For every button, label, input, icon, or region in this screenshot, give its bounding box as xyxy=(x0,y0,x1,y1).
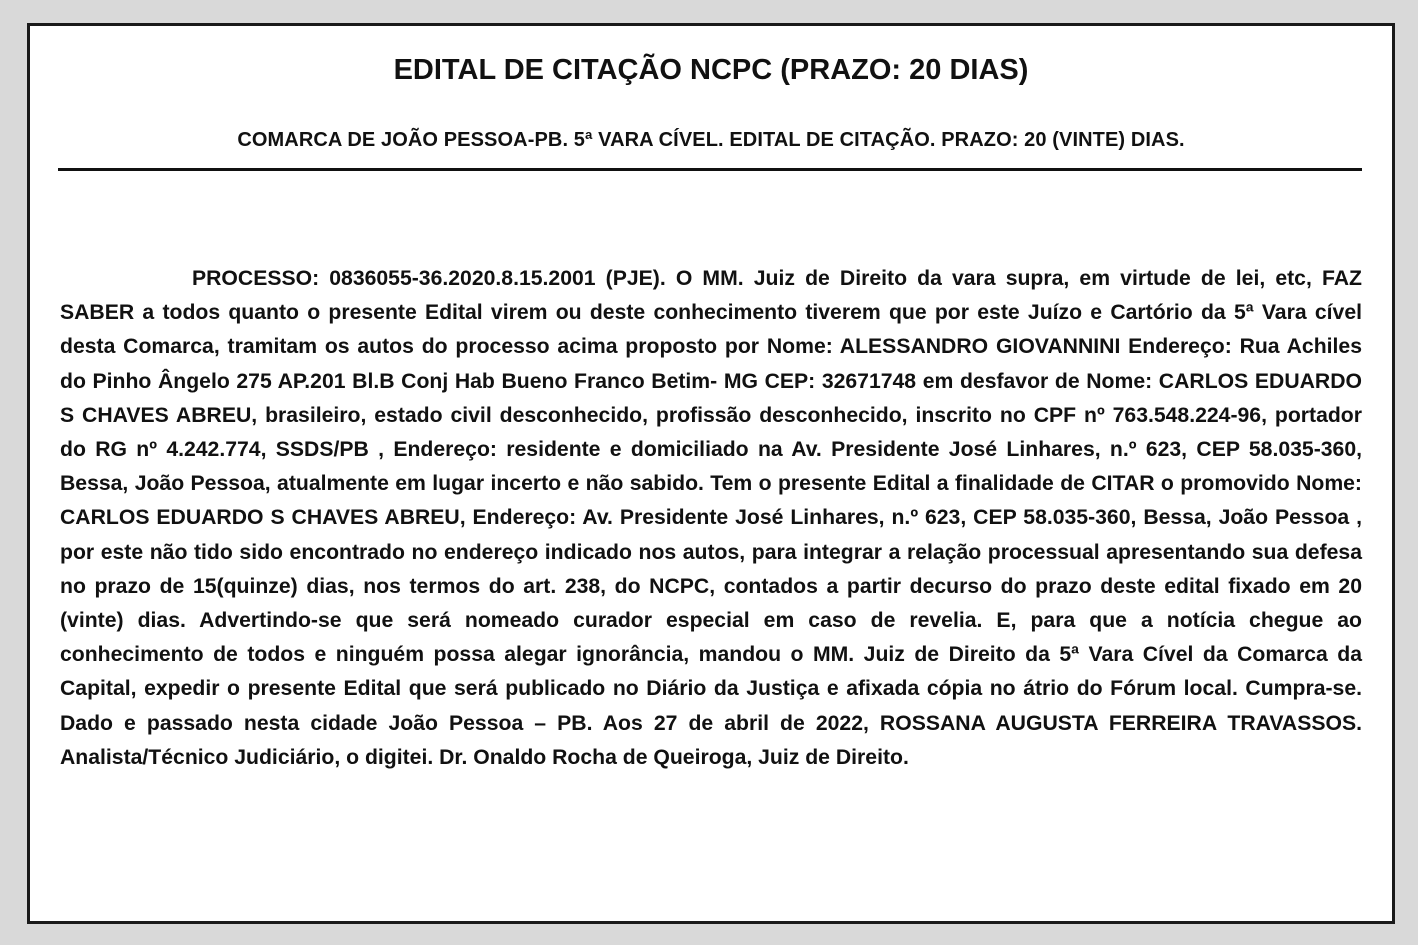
notice-frame xyxy=(27,23,1395,924)
notice-subtitle: COMARCA DE JOÃO PESSOA-PB. 5ª VARA CÍVEL. EDITAL DE CITAÇÃO. PRAZO: 20 (VINTE) DIAS. xyxy=(237,129,1185,151)
notice-body: PROCESSO: 0836055-36.2020.8.15.2001 (PJE). O MM. Juiz de Direito da vara supra, em virtude de lei, etc, FAZ SABER a todos quanto o presente Edital virem ou deste conhecimento tiverem que por este Juízo e Cartório da 5ª Vara cível desta Comarca, tramitam os autos do processo acima proposto por Nome: ALESSANDRO GIOVANNINI Endereço: Rua Achiles do Pinho Ângelo 275 AP.201 Bl.B Conj Hab Bueno Franco Betim- MG CEP: 32671748 em desfavor de Nome: CARLOS EDUARDO S CHAVES ABREU, brasileiro, estado civil desconhecido, profissão desconhecido, inscrito no CPF nº 763.548.224-96, portador do RG nº 4.242.774, SSDS/PB , Endereço: residente e domiciliado na Av. Presidente José Linhares, n.º 623, CEP 58.035-360, Bessa, João Pessoa, atualmente em lugar incerto e não sabido. Tem o presente Edital a finalidade de CITAR o promovido Nome: CARLOS EDUARDO S CHAVES ABREU, Endereço: Av. Presidente José Linhares, n.º 623, CEP 58.035-360, Bessa, João Pessoa , por este não tido sido encontrado no endereço indicado nos autos, para integrar a relação processual apresentando sua defesa no prazo de 15(quinze) dias, nos termos do art. 238, do NCPC, contados a partir decurso do prazo deste edital fixado em 20 (vinte) dias. Advertindo-se que será nomeado curador especial em caso de revelia. E, para que a notícia chegue ao conhecimento de todos e ninguém possa alegar ignorância, mandou o MM. Juiz de Direito da 5ª Vara Cível da Comarca da Capital, expedir o presente Edital que será publicado no Diário da Justiça e afixada cópia no átrio do Fórum local. Cumpra-se. Dado e passado nesta cidade João Pessoa – PB. Aos 27 de abril de 2022, ROSSANA AUGUSTA FERREIRA TRAVASSOS. Analista/Técnico Judiciário, o digitei. Dr. Onaldo Rocha de Queiroga, Juiz de Direito. xyxy=(60,267,1362,769)
header-divider xyxy=(58,168,1362,171)
notice-title: EDITAL DE CITAÇÃO NCPC (PRAZO: 20 DIAS) xyxy=(393,54,1029,86)
